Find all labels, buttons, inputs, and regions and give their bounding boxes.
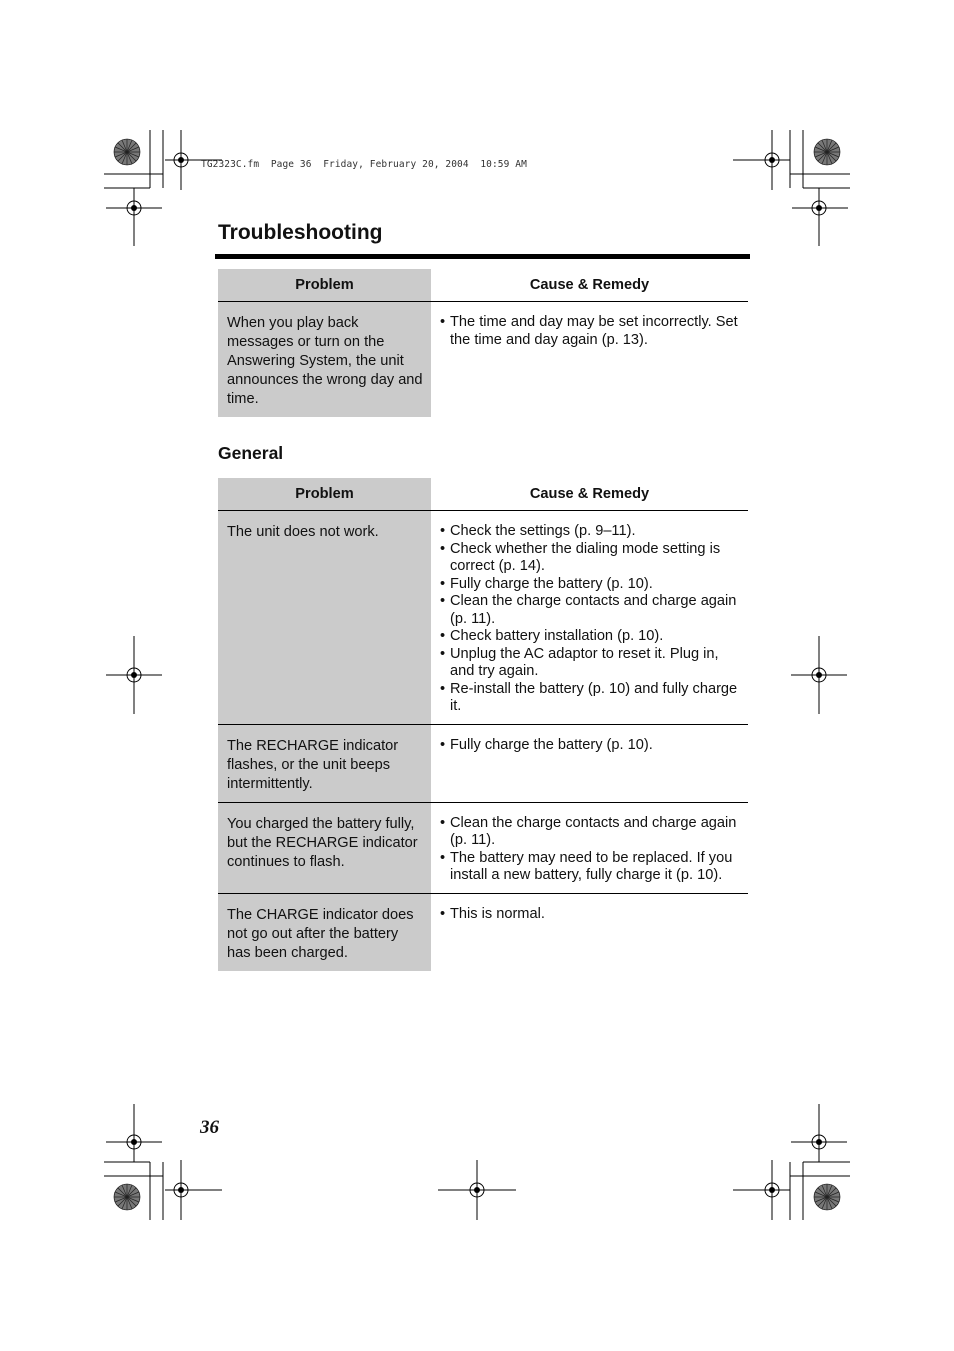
table-row <box>218 802 748 893</box>
remedy-item: • Check the settings (p. 9–11). <box>440 523 740 541</box>
remedy-item: • The battery may need to be replaced. If you install a new battery, fully charge it (p. 10). <box>440 850 740 885</box>
remedy-item: • Check battery installation (p. 10). <box>440 628 740 646</box>
table-row <box>218 724 748 802</box>
problem-cell: When you play back messages or turn on the Answering System, the unit announces the wrong day and time. <box>218 302 431 418</box>
print-job-header: TG2323C.fm Page 36 Friday, February 20, 2004 10:59 AM <box>201 159 527 170</box>
problem-cell: The RECHARGE indicator flashes, or the unit beeps intermittently. <box>218 724 431 802</box>
remedy-list <box>440 737 740 755</box>
remedy-cell <box>431 511 748 725</box>
table-row <box>218 511 748 725</box>
remedy-item: • Re-install the battery (p. 10) and fully charge it. <box>440 681 740 716</box>
section-heading-general: General <box>218 443 284 463</box>
table-row <box>218 302 748 418</box>
remedy-cell <box>431 893 748 971</box>
problem-cell: You charged the battery fully, but the RECHARGE indicator continues to flash. <box>218 802 431 893</box>
remedy-list <box>440 906 740 924</box>
header-problem: Problem <box>218 478 431 511</box>
problem-cell: The unit does not work. <box>218 511 431 725</box>
troubleshooting-table-top <box>218 269 748 417</box>
remedy-item: • The time and day may be set incorrectly. Set the time and day again (p. 13). <box>440 314 740 349</box>
remedy-item: • Fully charge the battery (p. 10). <box>440 576 740 594</box>
troubleshooting-table-general <box>218 478 748 971</box>
remedy-item: • Check whether the dialing mode setting is correct (p. 14). <box>440 541 740 576</box>
header-cause-remedy: Cause & Remedy <box>431 478 748 511</box>
remedy-list <box>440 314 740 349</box>
remedy-item: • Clean the charge contacts and charge again (p. 11). <box>440 815 740 850</box>
remedy-item: • Fully charge the battery (p. 10). <box>440 737 740 755</box>
remedy-cell <box>431 302 748 418</box>
page-title: Troubleshooting <box>218 221 383 244</box>
problem-cell: The CHARGE indicator does not go out after the battery has been charged. <box>218 893 431 971</box>
header-problem: Problem <box>218 269 431 302</box>
remedy-item: • Unplug the AC adaptor to reset it. Plug in, and try again. <box>440 646 740 681</box>
remedy-cell <box>431 724 748 802</box>
remedy-cell <box>431 802 748 893</box>
remedy-item: • Clean the charge contacts and charge again (p. 11). <box>440 593 740 628</box>
table-row <box>218 893 748 971</box>
title-rule <box>215 254 750 259</box>
remedy-list <box>440 523 740 716</box>
header-cause-remedy: Cause & Remedy <box>431 269 748 302</box>
remedy-list <box>440 815 740 885</box>
remedy-item: • This is normal. <box>440 906 740 924</box>
page-number: 36 <box>200 1117 219 1138</box>
